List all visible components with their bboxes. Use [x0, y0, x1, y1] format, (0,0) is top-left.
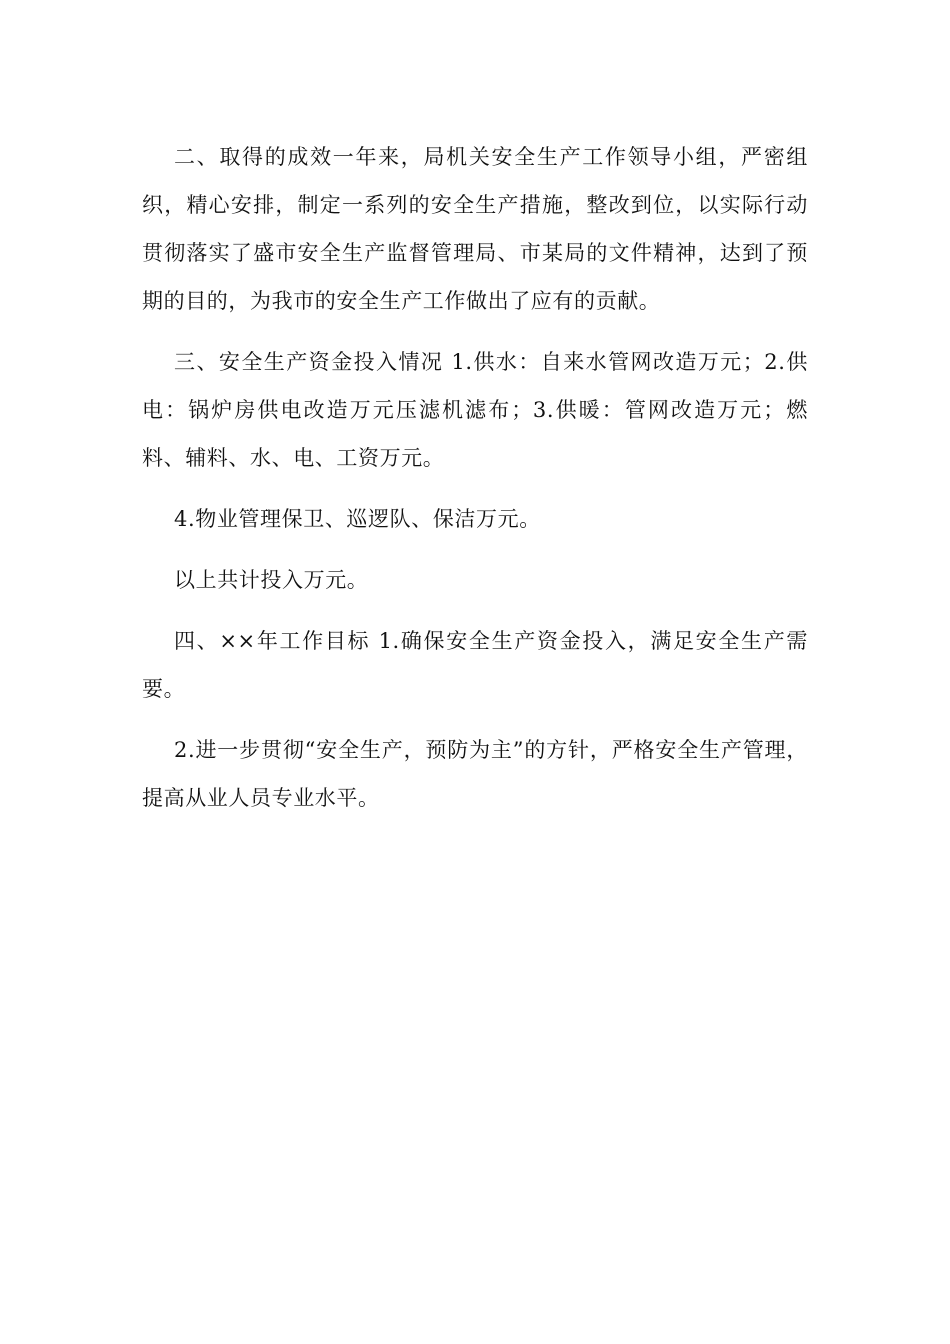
paragraph-goals: 四、××年工作目标 1.确保安全生产资金投入，满足安全生产需要。 — [142, 629, 808, 701]
paragraph-total: 以上共计投入万元。 — [174, 568, 369, 592]
paragraph-property-management: 4.物业管理保卫、巡逻队、保洁万元。 — [174, 507, 541, 531]
paragraph-funding: 三、安全生产资金投入情况 1.供水：自来水管网改造万元；2.供电：锅炉房供电改造万元压滤机滤布；3.供暖：管网改造万元；燃料、辅料、水、电、工资万元。 — [142, 350, 808, 470]
paragraph-policy: 2.进一步贯彻“安全生产，预防为主”的方针，严格安全生产管理，提高从业人员专业水平。 — [142, 738, 808, 810]
document-body — [142, 133, 808, 835]
paragraph-achievements: 二、取得的成效一年来，局机关安全生产工作领导小组，严密组织，精心安排，制定一系列的安全生产措施，整改到位，以实际行动贯彻落实了盛市安全生产监督管理局、市某局的文件精神，达到了预期的目的，为我市的安全生产工作做出了应有的贡献。 — [142, 145, 808, 313]
